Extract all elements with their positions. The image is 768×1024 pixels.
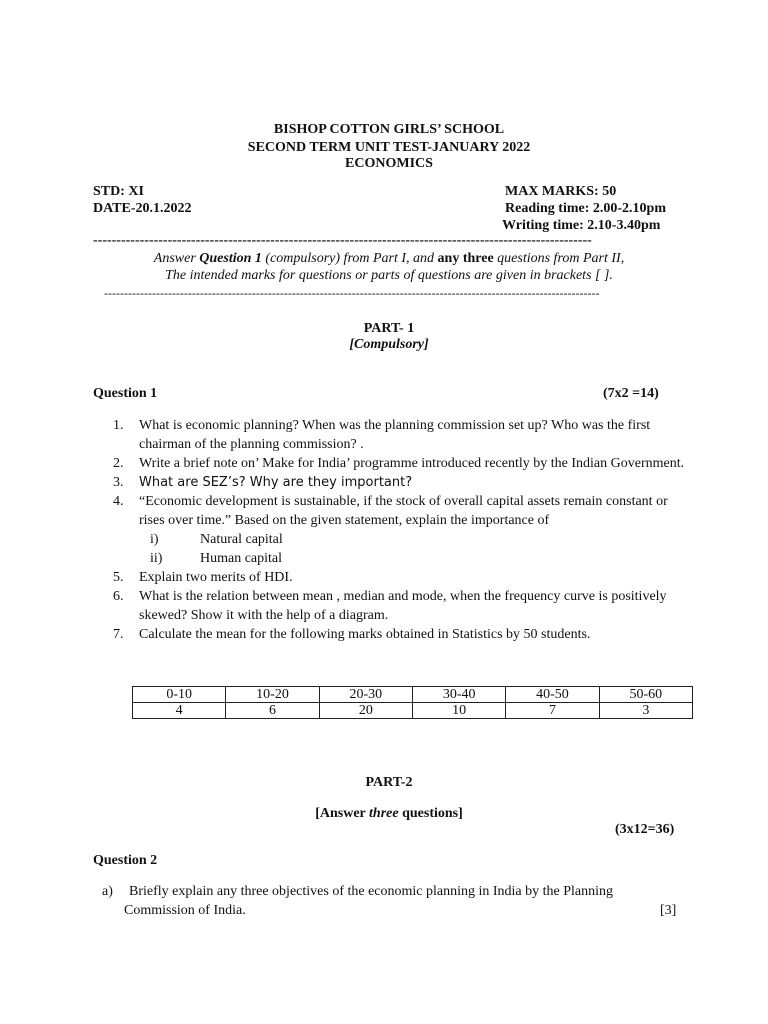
part2-title: PART-2 bbox=[365, 775, 413, 790]
part2-instruction-text: [Answer bbox=[315, 806, 370, 821]
separator-bottom: ---------------------------------------------------------------------------------------------------------------------------- bbox=[104, 286, 600, 300]
table-cell: 40-50 bbox=[506, 687, 599, 703]
school-name: BISHOP COTTON GIRLS’ SCHOOL bbox=[273, 122, 505, 137]
instruction-text: Answer bbox=[153, 251, 200, 266]
list-item bbox=[113, 568, 693, 587]
item-text: Calculate the mean for the following marks obtained in Statistics by 50 students. bbox=[139, 627, 591, 642]
table-cell: 30-40 bbox=[412, 687, 505, 703]
date-label: DATE-20.1.2022 bbox=[93, 201, 192, 216]
question-1-marks: (7x2 =14) bbox=[603, 386, 659, 401]
table-cell: 20 bbox=[319, 703, 412, 719]
instruction-question-1: Question 1 bbox=[199, 251, 262, 266]
table-cell: 4 bbox=[133, 703, 226, 719]
item-text: What is the relation between mean , median and mode, when the frequency curve is positively skewed? Show it with the help of a diagram. bbox=[139, 589, 667, 623]
table-cell: 6 bbox=[226, 703, 319, 719]
instruction-text: (compulsory) from Part I, and bbox=[261, 251, 438, 266]
instruction-text: questions from Part II, bbox=[493, 251, 625, 266]
item-number: 4. bbox=[113, 494, 124, 509]
table-cell: 50-60 bbox=[599, 687, 692, 703]
subitem bbox=[139, 530, 693, 549]
table-cell: 0-10 bbox=[133, 687, 226, 703]
std-label: STD: XI bbox=[93, 184, 144, 199]
instruction-any-three: any three bbox=[437, 251, 494, 266]
item-number: 1. bbox=[113, 418, 124, 433]
item-number: 6. bbox=[113, 589, 124, 604]
instruction-line-1 bbox=[0, 251, 768, 267]
table-cell: 10 bbox=[412, 703, 505, 719]
question-2a-text-line1: Briefly explain any three objectives of the economic planning in India by the Planning bbox=[129, 884, 614, 899]
item-text: Write a brief note on’ Make for India’ programme introduced recently by the Indian Government. bbox=[139, 456, 685, 471]
separator-top: ----------------------------------------------------------------------------------------------------------- bbox=[93, 233, 592, 248]
table-row bbox=[133, 703, 693, 719]
subitem-text: Natural capital bbox=[200, 532, 283, 547]
table-row bbox=[133, 687, 693, 703]
subitem-number: i) bbox=[150, 532, 159, 547]
subitem-number: ii) bbox=[150, 551, 163, 566]
part2-instruction-three: three bbox=[369, 806, 399, 821]
reading-time-label: Reading time: 2.00-2.10pm bbox=[505, 201, 666, 216]
question-1-label: Question 1 bbox=[93, 386, 158, 401]
list-item bbox=[113, 473, 693, 492]
writing-time-label: Writing time: 2.10-3.40pm bbox=[502, 218, 661, 233]
question-2a-label: a) bbox=[102, 884, 113, 899]
item-text: Explain two merits of HDI. bbox=[139, 570, 293, 585]
item-text: “Economic development is sustainable, if the stock of overall capital assets remain constant or rises over time.” Based on the given statement, explain the importance of bbox=[139, 494, 668, 528]
max-marks-label: MAX MARKS: 50 bbox=[505, 184, 617, 199]
list-item bbox=[113, 625, 693, 644]
instruction-line-2: The intended marks for questions or parts of questions are given in brackets [ ]. bbox=[165, 268, 613, 283]
item-text: What is economic planning? When was the planning commission set up? Who was the first chairman of the planning commission? . bbox=[139, 418, 651, 452]
table-cell: 7 bbox=[506, 703, 599, 719]
question-1-list bbox=[113, 416, 693, 644]
table-cell: 3 bbox=[599, 703, 692, 719]
part1-title: PART- 1 bbox=[363, 321, 415, 336]
item-number: 3. bbox=[113, 475, 124, 490]
question-2-label: Question 2 bbox=[93, 853, 158, 868]
item-text: What are SEZ’s? Why are they important? bbox=[139, 475, 413, 490]
table-cell: 10-20 bbox=[226, 687, 319, 703]
subitem bbox=[139, 549, 693, 568]
question-2a-marks: [3] bbox=[660, 903, 677, 918]
part1-subtitle: [Compulsory] bbox=[349, 337, 429, 352]
part2-instruction-text: questions] bbox=[398, 806, 463, 821]
part2-marks: (3x12=36) bbox=[615, 822, 675, 837]
item-number: 2. bbox=[113, 456, 124, 471]
marks-frequency-table bbox=[132, 686, 693, 719]
part2-instruction bbox=[0, 805, 768, 822]
subitem-text: Human capital bbox=[200, 551, 283, 566]
item-number: 5. bbox=[113, 570, 124, 585]
list-item bbox=[113, 416, 693, 454]
subject-title: ECONOMICS bbox=[345, 156, 433, 171]
exam-title: SECOND TERM UNIT TEST-JANUARY 2022 bbox=[247, 140, 531, 155]
list-item bbox=[113, 492, 693, 568]
item-number: 7. bbox=[113, 627, 124, 642]
list-item bbox=[113, 587, 693, 625]
list-item bbox=[113, 454, 693, 473]
table-cell: 20-30 bbox=[319, 687, 412, 703]
question-2a-text-line2: Commission of India. bbox=[124, 903, 246, 918]
